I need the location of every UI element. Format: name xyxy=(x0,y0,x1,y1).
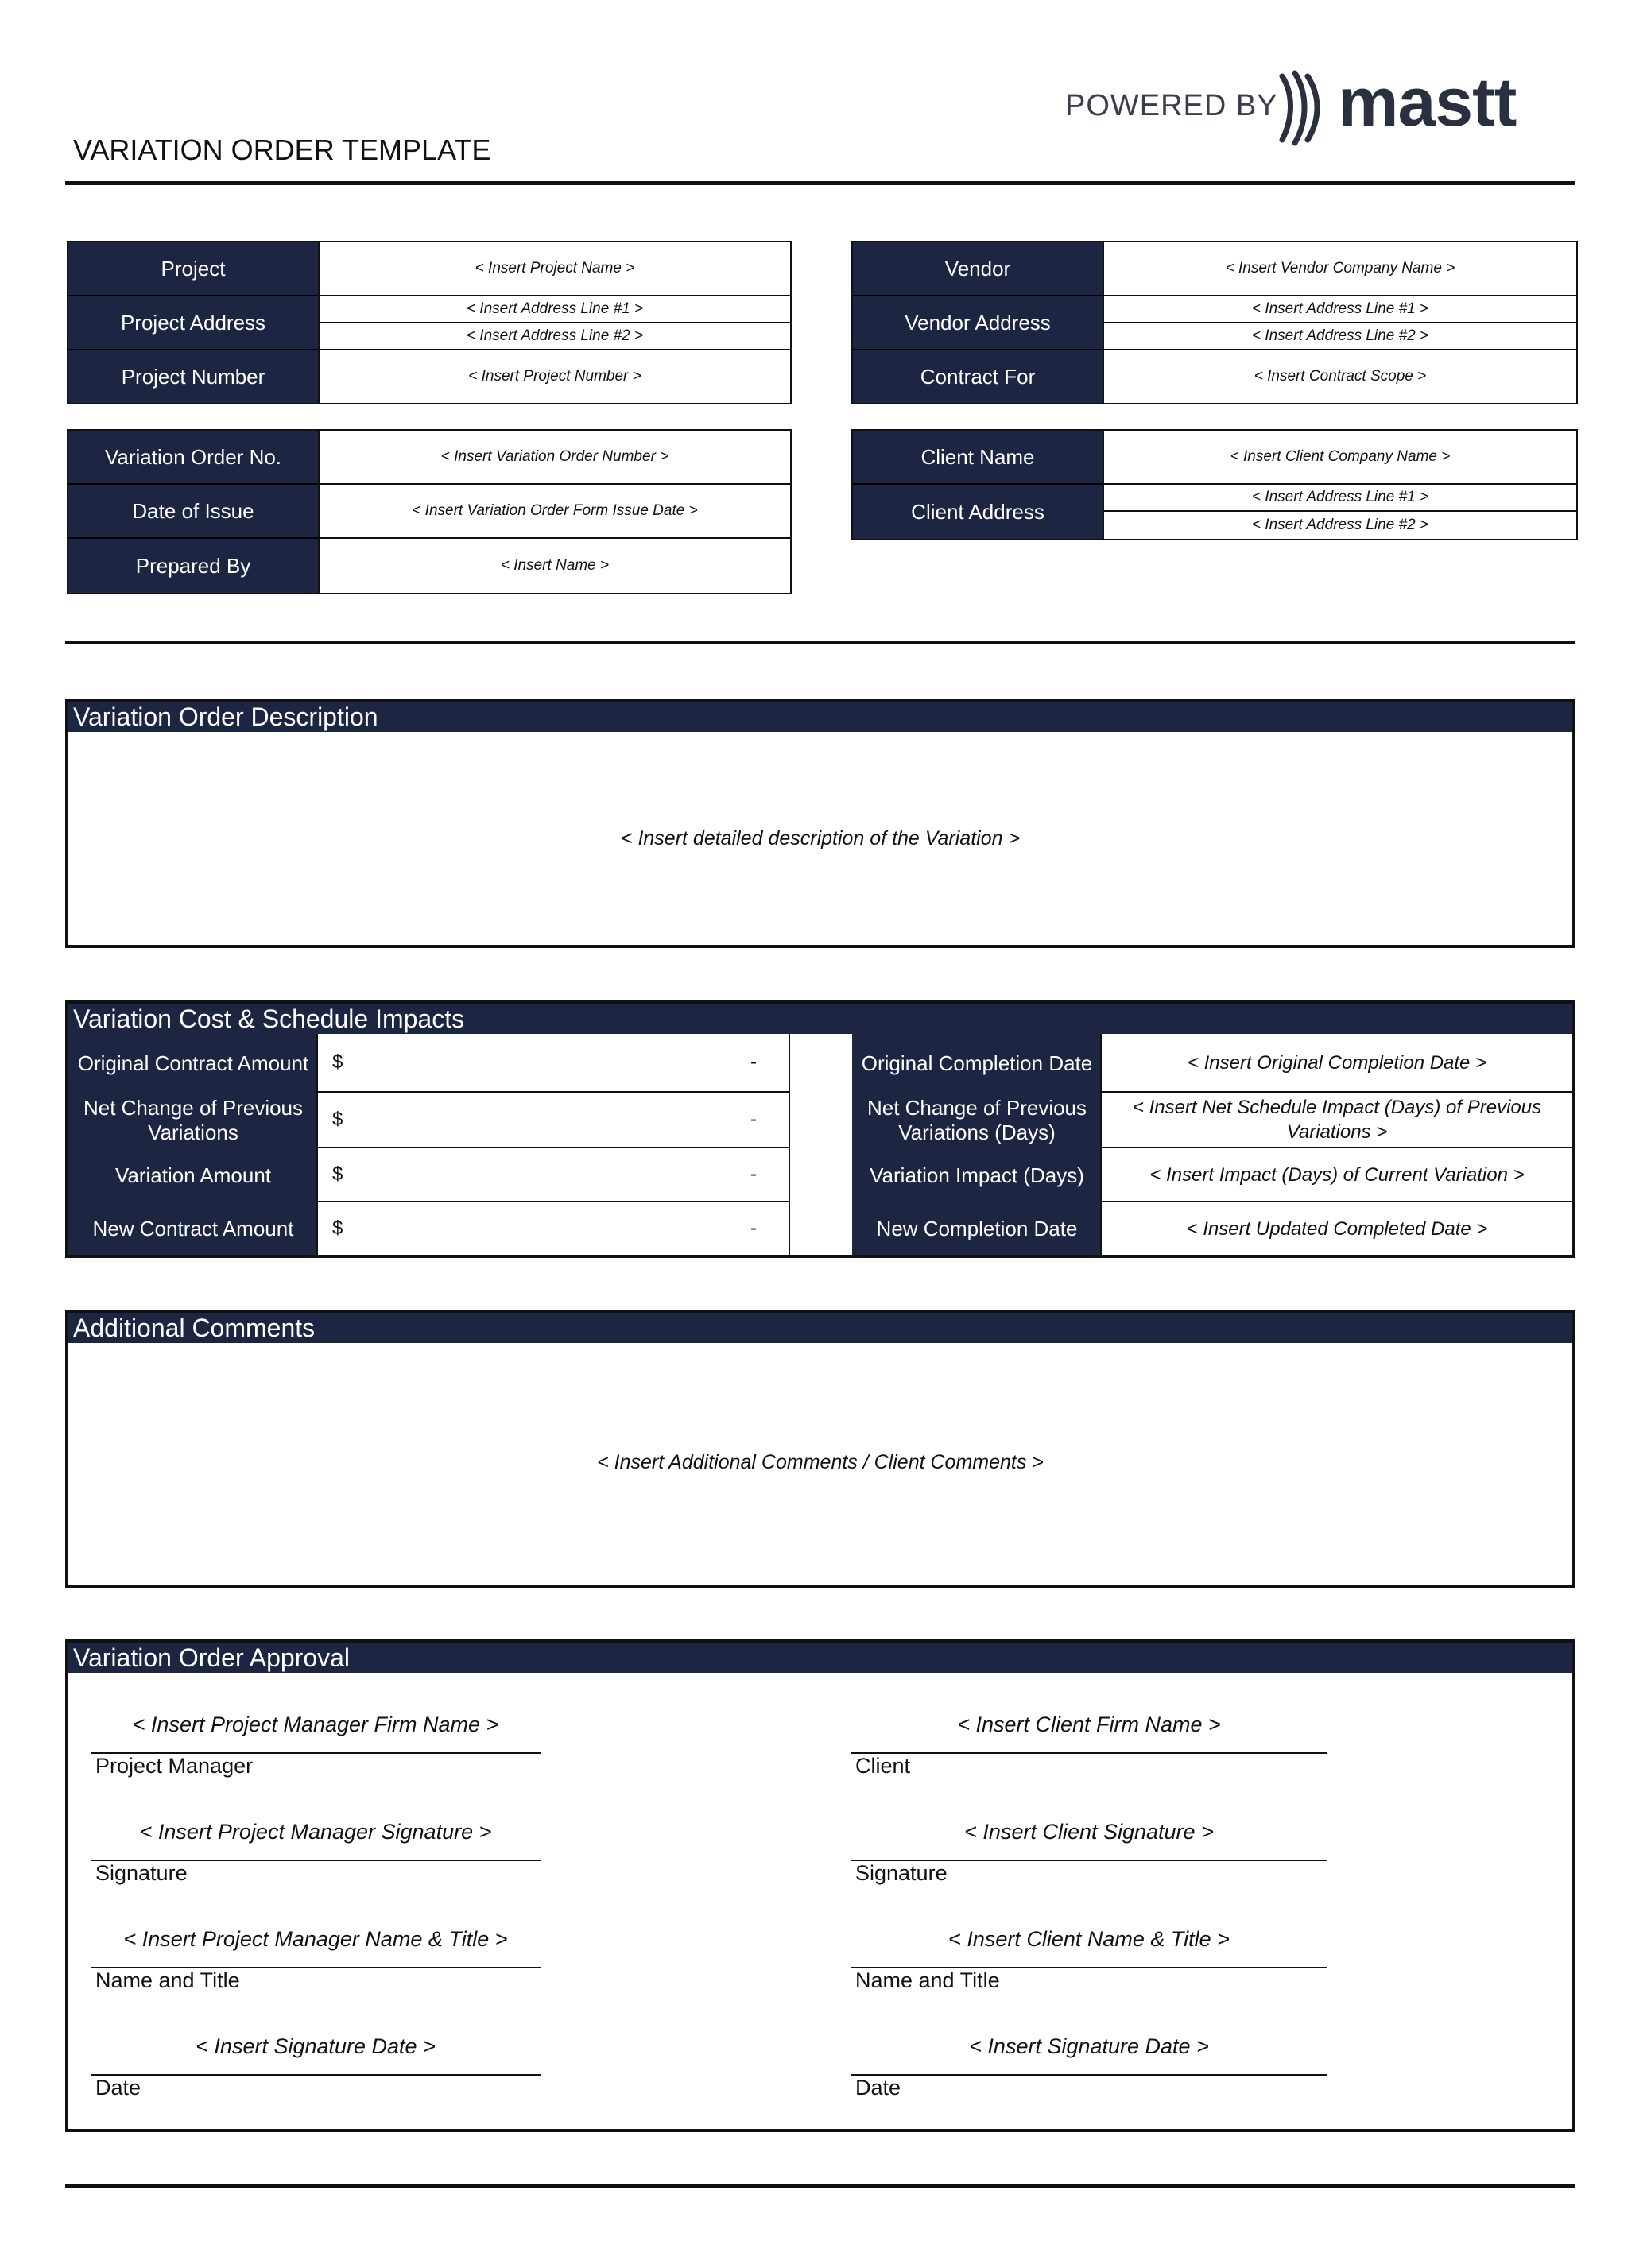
original-completion-date-field[interactable]: < Insert Original Completion Date > xyxy=(1100,1034,1572,1093)
project-address-label: Project Address xyxy=(68,296,318,350)
project-info-table xyxy=(67,241,792,404)
contract-scope-field[interactable]: < Insert Contract Scope > xyxy=(1103,350,1576,403)
vendor-info-table xyxy=(851,241,1578,404)
prepared-by-field[interactable]: < Insert Name > xyxy=(318,539,790,593)
page-title: VARIATION ORDER TEMPLATE xyxy=(73,134,491,166)
brand-name: mastt xyxy=(1338,64,1517,141)
signature-line xyxy=(91,2074,541,2076)
comments-field[interactable]: < Insert Additional Comments / Client Comments > xyxy=(597,1451,1044,1473)
pm-date-caption: Date xyxy=(95,2076,141,2100)
new-contract-amount-label: New Contract Amount xyxy=(68,1202,318,1255)
client-date-caption: Date xyxy=(855,2076,901,2100)
project-number-label: Project Number xyxy=(68,350,318,403)
client-name-label: Client Name xyxy=(853,431,1103,485)
client-address-line-1[interactable]: < Insert Address Line #1 > xyxy=(1103,485,1576,512)
currency-symbol: $ xyxy=(332,1051,343,1073)
impacts-right-border xyxy=(1572,1031,1575,1258)
project-address-line-1[interactable]: < Insert Address Line #1 > xyxy=(318,296,790,323)
vendor-label: Vendor xyxy=(853,242,1103,296)
vendor-address-label: Vendor Address xyxy=(853,296,1103,350)
amount-value: - xyxy=(750,1163,757,1185)
pm-firm-caption: Project Manager xyxy=(95,1754,254,1778)
client-name-title-caption: Name and Title xyxy=(855,1968,1000,1992)
powered-by-text: POWERED BY xyxy=(1065,89,1278,122)
comments-heading: Additional Comments xyxy=(68,1313,1572,1343)
date-of-issue-label: Date of Issue xyxy=(68,485,318,539)
client-address-label: Client Address xyxy=(853,485,1103,539)
order-info-table xyxy=(67,429,792,594)
impacts-heading: Variation Cost & Schedule Impacts xyxy=(65,1004,1575,1034)
net-change-previous-label: Net Change of Previous Variations xyxy=(68,1093,318,1148)
original-completion-date-label: Original Completion Date xyxy=(852,1034,1102,1093)
currency-symbol: $ xyxy=(332,1217,343,1239)
client-firm-caption: Client xyxy=(855,1754,911,1778)
pm-name-title-caption: Name and Title xyxy=(95,1968,240,1992)
prepared-by-label: Prepared By xyxy=(68,539,318,593)
description-heading: Variation Order Description xyxy=(68,702,1572,732)
project-name-field[interactable]: < Insert Project Name > xyxy=(318,242,790,296)
pm-signature-caption: Signature xyxy=(95,1861,188,1885)
original-contract-amount-label: Original Contract Amount xyxy=(68,1034,318,1093)
mastt-logo-icon xyxy=(1276,70,1331,146)
currency-symbol: $ xyxy=(332,1163,343,1185)
vendor-address-line-1[interactable]: < Insert Address Line #1 > xyxy=(1103,296,1576,323)
variation-order-no-label: Variation Order No. xyxy=(68,431,318,485)
vendor-address-line-2[interactable]: < Insert Address Line #2 > xyxy=(1103,323,1576,350)
client-signature-date-field[interactable]: < Insert Signature Date > xyxy=(969,2034,1209,2058)
amount-value: - xyxy=(750,1051,757,1073)
contract-for-label: Contract For xyxy=(853,350,1103,403)
info-divider xyxy=(65,641,1575,644)
pm-signature-date-field[interactable]: < Insert Signature Date > xyxy=(196,2034,436,2058)
issue-date-field[interactable]: < Insert Variation Order Form Issue Date > xyxy=(318,485,790,539)
variation-amount-label: Variation Amount xyxy=(68,1148,318,1202)
comments-section xyxy=(65,1310,1575,1588)
vendor-name-field[interactable]: < Insert Vendor Company Name > xyxy=(1103,242,1576,296)
footer-divider xyxy=(65,2184,1575,2188)
project-number-field[interactable]: < Insert Project Number > xyxy=(318,350,790,403)
variation-impact-days-field[interactable]: < Insert Impact (Days) of Current Variation > xyxy=(1100,1148,1572,1202)
client-name-title-field[interactable]: < Insert Client Name & Title > xyxy=(948,1927,1230,1951)
description-field[interactable]: < Insert detailed description of the Variation > xyxy=(620,827,1021,850)
project-address-line-2[interactable]: < Insert Address Line #2 > xyxy=(318,323,790,350)
pm-name-title-field[interactable]: < Insert Project Manager Name & Title > xyxy=(123,1927,508,1951)
variation-impact-days-label: Variation Impact (Days) xyxy=(852,1148,1102,1202)
signature-line xyxy=(851,1752,1327,1754)
client-signature-caption: Signature xyxy=(855,1861,948,1885)
client-signature-field[interactable]: < Insert Client Signature > xyxy=(964,1820,1214,1844)
pm-signature-field[interactable]: < Insert Project Manager Signature > xyxy=(139,1820,492,1844)
original-contract-amount-field[interactable] xyxy=(316,1034,790,1093)
client-address-line-2[interactable]: < Insert Address Line #2 > xyxy=(1103,512,1576,539)
client-firm-name-field[interactable]: < Insert Client Firm Name > xyxy=(957,1713,1221,1736)
variation-order-number-field[interactable]: < Insert Variation Order Number > xyxy=(318,431,790,485)
mastt-logo xyxy=(1276,64,1546,146)
impacts-bottom-border xyxy=(65,1255,1575,1258)
pm-firm-name-field[interactable]: < Insert Project Manager Firm Name > xyxy=(132,1713,499,1736)
net-change-previous-days-label: Net Change of Previous Variations (Days) xyxy=(852,1093,1102,1148)
project-label: Project xyxy=(68,242,318,296)
net-change-previous-field[interactable] xyxy=(316,1093,790,1148)
header-divider xyxy=(65,181,1575,185)
variation-amount-field[interactable] xyxy=(316,1148,790,1202)
new-completion-date-label: New Completion Date xyxy=(852,1202,1102,1255)
amount-value: - xyxy=(750,1217,757,1239)
net-schedule-impact-field[interactable]: < Insert Net Schedule Impact (Days) of Previous Variations > xyxy=(1100,1093,1572,1148)
description-section xyxy=(65,699,1575,948)
currency-symbol: $ xyxy=(332,1109,343,1130)
new-contract-amount-field[interactable] xyxy=(316,1202,790,1255)
impacts-gap xyxy=(789,1034,854,1255)
signature-line xyxy=(851,2074,1327,2076)
client-name-field[interactable]: < Insert Client Company Name > xyxy=(1103,431,1576,485)
client-info-table xyxy=(851,429,1578,540)
approval-heading: Variation Order Approval xyxy=(68,1643,1572,1673)
amount-value: - xyxy=(750,1109,757,1130)
new-completion-date-field[interactable]: < Insert Updated Completed Date > xyxy=(1100,1202,1572,1255)
